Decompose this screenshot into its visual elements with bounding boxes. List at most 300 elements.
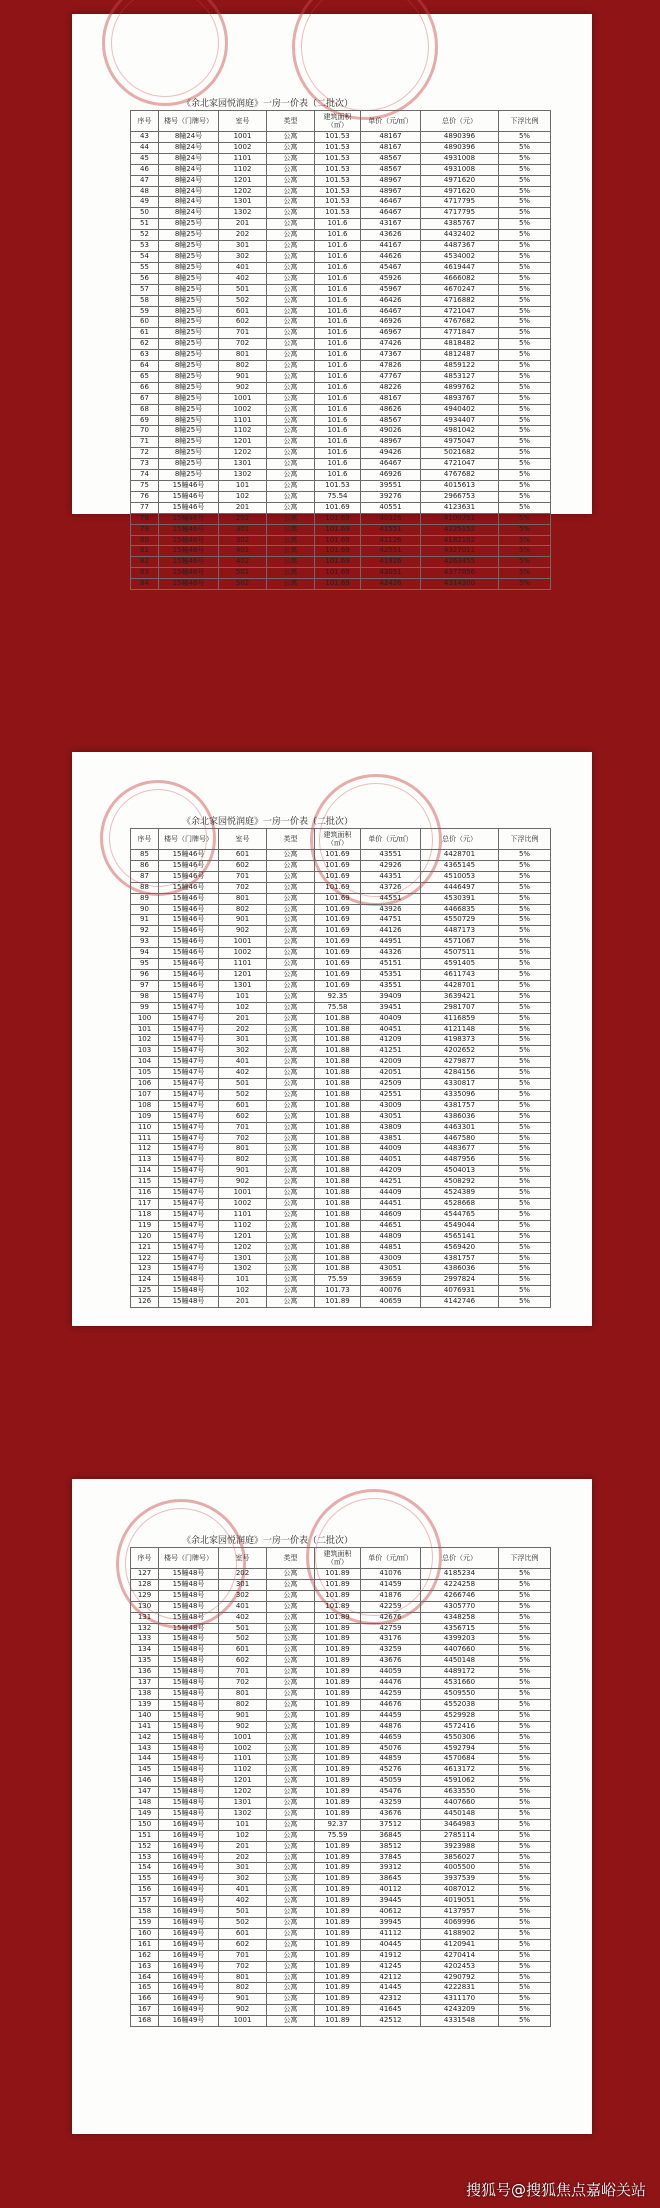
cell-room: 701 bbox=[219, 328, 267, 339]
cell-type: 公寓 bbox=[267, 1100, 315, 1111]
cell-total-price: 4202652 bbox=[421, 1046, 499, 1057]
cell-room: 402 bbox=[219, 1896, 267, 1907]
cell-total-price: 4182102 bbox=[421, 535, 499, 546]
cell-type: 公寓 bbox=[267, 404, 315, 415]
cell-building: 8幢25号 bbox=[159, 262, 219, 273]
cell-seq: 58 bbox=[131, 295, 159, 306]
cell-discount: 5% bbox=[499, 882, 551, 893]
cell-discount: 5% bbox=[499, 1972, 551, 1983]
table-row bbox=[131, 1994, 551, 2005]
table-row bbox=[131, 1111, 551, 1122]
cell-unit-price: 40445 bbox=[361, 1939, 421, 1950]
table-row bbox=[131, 1188, 551, 1199]
cell-total-price: 4890396 bbox=[421, 142, 499, 153]
cell-seq: 51 bbox=[131, 219, 159, 230]
cell-building: 16幢49号 bbox=[159, 1928, 219, 1939]
header-total-price: 总价（元） bbox=[421, 1548, 499, 1569]
cell-seq: 82 bbox=[131, 557, 159, 568]
cell-seq: 157 bbox=[131, 1896, 159, 1907]
table-body bbox=[131, 132, 551, 590]
cell-discount: 5% bbox=[499, 1830, 551, 1841]
cell-room: 1001 bbox=[219, 1732, 267, 1743]
cell-type: 公寓 bbox=[267, 470, 315, 481]
cell-area: 101.6 bbox=[315, 317, 361, 328]
cell-seq: 97 bbox=[131, 980, 159, 991]
cell-type: 公寓 bbox=[267, 230, 315, 241]
cell-seq: 113 bbox=[131, 1155, 159, 1166]
cell-total-price: 4225152 bbox=[421, 524, 499, 535]
cell-room: 1201 bbox=[219, 437, 267, 448]
cell-area: 101.6 bbox=[315, 328, 361, 339]
cell-area: 101.69 bbox=[315, 915, 361, 926]
cell-type: 公寓 bbox=[267, 1046, 315, 1057]
cell-discount: 5% bbox=[499, 1699, 551, 1710]
cell-total-price: 4613172 bbox=[421, 1765, 499, 1776]
cell-discount: 5% bbox=[499, 1710, 551, 1721]
cell-area: 101.6 bbox=[315, 273, 361, 284]
table-body bbox=[131, 1569, 551, 2027]
table-row bbox=[131, 273, 551, 284]
cell-area: 101.53 bbox=[315, 153, 361, 164]
cell-building: 15幢48号 bbox=[159, 1297, 219, 1308]
cell-type: 公寓 bbox=[267, 1177, 315, 1188]
cell-total-price: 4463301 bbox=[421, 1122, 499, 1133]
cell-discount: 5% bbox=[499, 186, 551, 197]
cell-area: 101.88 bbox=[315, 1166, 361, 1177]
cell-type: 公寓 bbox=[267, 535, 315, 546]
cell-type: 公寓 bbox=[267, 860, 315, 871]
cell-unit-price: 47767 bbox=[361, 371, 421, 382]
cell-discount: 5% bbox=[499, 2016, 551, 2027]
cell-building: 15幢48号 bbox=[159, 1808, 219, 1819]
cell-total-price: 4399203 bbox=[421, 1634, 499, 1645]
table-row bbox=[131, 524, 551, 535]
cell-area: 101.89 bbox=[315, 1569, 361, 1580]
cell-discount: 5% bbox=[499, 1286, 551, 1297]
cell-unit-price: 44851 bbox=[361, 1242, 421, 1253]
table-row bbox=[131, 1656, 551, 1667]
cell-unit-price: 42926 bbox=[361, 860, 421, 871]
cell-building: 8幢25号 bbox=[159, 339, 219, 350]
cell-building: 16幢49号 bbox=[159, 2005, 219, 2016]
table-row bbox=[131, 404, 551, 415]
cell-seq: 43 bbox=[131, 132, 159, 143]
cell-discount: 5% bbox=[499, 991, 551, 1002]
cell-seq: 75 bbox=[131, 481, 159, 492]
cell-area: 101.53 bbox=[315, 208, 361, 219]
cell-type: 公寓 bbox=[267, 1754, 315, 1765]
cell-type: 公寓 bbox=[267, 153, 315, 164]
table-row bbox=[131, 850, 551, 861]
cell-room: 102 bbox=[219, 491, 267, 502]
cell-seq: 136 bbox=[131, 1667, 159, 1678]
table-row bbox=[131, 295, 551, 306]
cell-total-price: 4771847 bbox=[421, 328, 499, 339]
cell-total-price: 4528668 bbox=[421, 1199, 499, 1210]
table-row bbox=[131, 980, 551, 991]
cell-building: 15幢48号 bbox=[159, 1612, 219, 1623]
cell-room: 601 bbox=[219, 1100, 267, 1111]
cell-discount: 5% bbox=[499, 568, 551, 579]
cell-room: 902 bbox=[219, 926, 267, 937]
cell-unit-price: 44251 bbox=[361, 1177, 421, 1188]
cell-total-price: 4284156 bbox=[421, 1068, 499, 1079]
cell-room: 1002 bbox=[219, 404, 267, 415]
table-title: 《余北家园悦润庭》一房一价表（二批次） bbox=[182, 99, 354, 109]
cell-total-price: 4327011 bbox=[421, 546, 499, 557]
cell-building: 15幢48号 bbox=[159, 1710, 219, 1721]
cell-building: 15幢48号 bbox=[159, 1721, 219, 1732]
cell-total-price: 3937539 bbox=[421, 1874, 499, 1885]
cell-area: 101.6 bbox=[315, 295, 361, 306]
cell-building: 8幢25号 bbox=[159, 230, 219, 241]
table-row bbox=[131, 1046, 551, 1057]
cell-total-price: 4611743 bbox=[421, 969, 499, 980]
cell-discount: 5% bbox=[499, 361, 551, 372]
cell-total-price: 4504013 bbox=[421, 1166, 499, 1177]
table-row bbox=[131, 1122, 551, 1133]
cell-area: 101.89 bbox=[315, 1787, 361, 1798]
cell-area: 101.89 bbox=[315, 1754, 361, 1765]
cell-total-price: 4123631 bbox=[421, 502, 499, 513]
cell-building: 15幢48号 bbox=[159, 1798, 219, 1809]
cell-discount: 5% bbox=[499, 1939, 551, 1950]
cell-total-price: 4509550 bbox=[421, 1688, 499, 1699]
cell-unit-price: 44626 bbox=[361, 251, 421, 262]
cell-area: 101.6 bbox=[315, 230, 361, 241]
cell-seq: 101 bbox=[131, 1024, 159, 1035]
cell-unit-price: 45967 bbox=[361, 284, 421, 295]
cell-discount: 5% bbox=[499, 219, 551, 230]
cell-unit-price: 46467 bbox=[361, 208, 421, 219]
cell-unit-price: 42426 bbox=[361, 579, 421, 590]
cell-building: 15幢48号 bbox=[159, 1743, 219, 1754]
cell-seq: 119 bbox=[131, 1220, 159, 1231]
cell-total-price: 4619447 bbox=[421, 262, 499, 273]
cell-room: 602 bbox=[219, 1656, 267, 1667]
table-row bbox=[131, 328, 551, 339]
cell-room: 701 bbox=[219, 871, 267, 882]
cell-type: 公寓 bbox=[267, 1918, 315, 1929]
cell-total-price: 4198373 bbox=[421, 1035, 499, 1046]
cell-type: 公寓 bbox=[267, 1286, 315, 1297]
cell-discount: 5% bbox=[499, 1264, 551, 1275]
cell-building: 8幢25号 bbox=[159, 295, 219, 306]
cell-building: 15幢48号 bbox=[159, 1656, 219, 1667]
cell-building: 8幢24号 bbox=[159, 197, 219, 208]
cell-unit-price: 49026 bbox=[361, 426, 421, 437]
cell-total-price: 4971620 bbox=[421, 175, 499, 186]
cell-area: 101.88 bbox=[315, 1242, 361, 1253]
cell-unit-price: 46967 bbox=[361, 328, 421, 339]
cell-discount: 5% bbox=[499, 382, 551, 393]
cell-area: 101.53 bbox=[315, 197, 361, 208]
cell-total-price: 4450148 bbox=[421, 1808, 499, 1819]
table-row bbox=[131, 991, 551, 1002]
cell-area: 101.53 bbox=[315, 175, 361, 186]
cell-room: 1202 bbox=[219, 448, 267, 459]
cell-building: 15幢48号 bbox=[159, 1623, 219, 1634]
header-row bbox=[131, 111, 551, 132]
cell-discount: 5% bbox=[499, 175, 551, 186]
cell-total-price: 4330817 bbox=[421, 1079, 499, 1090]
cell-unit-price: 48626 bbox=[361, 404, 421, 415]
table-row bbox=[131, 1002, 551, 1013]
table-row bbox=[131, 1231, 551, 1242]
cell-total-price: 4971620 bbox=[421, 186, 499, 197]
cell-building: 15幢48号 bbox=[159, 1699, 219, 1710]
cell-building: 15幢47号 bbox=[159, 1209, 219, 1220]
cell-discount: 5% bbox=[499, 1111, 551, 1122]
cell-type: 公寓 bbox=[267, 1013, 315, 1024]
cell-discount: 5% bbox=[499, 1089, 551, 1100]
cell-area: 101.89 bbox=[315, 1688, 361, 1699]
cell-unit-price: 39276 bbox=[361, 491, 421, 502]
header-unit-price: 单价（元/㎡） bbox=[361, 111, 421, 132]
cell-building: 8幢25号 bbox=[159, 448, 219, 459]
cell-type: 公寓 bbox=[267, 1765, 315, 1776]
table-row bbox=[131, 871, 551, 882]
cell-type: 公寓 bbox=[267, 1841, 315, 1852]
cell-area: 101.69 bbox=[315, 535, 361, 546]
cell-seq: 81 bbox=[131, 546, 159, 557]
cell-unit-price: 41445 bbox=[361, 1983, 421, 1994]
cell-building: 15幢48号 bbox=[159, 1765, 219, 1776]
table-row bbox=[131, 1590, 551, 1601]
cell-building: 16幢49号 bbox=[159, 1972, 219, 1983]
cell-building: 15幢47号 bbox=[159, 1177, 219, 1188]
cell-type: 公寓 bbox=[267, 1155, 315, 1166]
cell-discount: 5% bbox=[499, 1046, 551, 1057]
cell-type: 公寓 bbox=[267, 219, 315, 230]
cell-building: 15幢46号 bbox=[159, 557, 219, 568]
cell-area: 101.89 bbox=[315, 1623, 361, 1634]
cell-discount: 5% bbox=[499, 1155, 551, 1166]
cell-room: 301 bbox=[219, 524, 267, 535]
cell-seq: 92 bbox=[131, 926, 159, 937]
cell-area: 101.69 bbox=[315, 980, 361, 991]
cell-area: 101.89 bbox=[315, 1634, 361, 1645]
cell-room: 1301 bbox=[219, 980, 267, 991]
cell-discount: 5% bbox=[499, 481, 551, 492]
cell-seq: 68 bbox=[131, 404, 159, 415]
table-row bbox=[131, 1253, 551, 1264]
cell-unit-price: 39312 bbox=[361, 1863, 421, 1874]
cell-discount: 5% bbox=[499, 426, 551, 437]
cell-total-price: 4311170 bbox=[421, 1994, 499, 2005]
cell-discount: 5% bbox=[499, 1918, 551, 1929]
header-row bbox=[131, 1548, 551, 1569]
cell-unit-price: 46926 bbox=[361, 470, 421, 481]
cell-building: 15幢48号 bbox=[159, 1634, 219, 1645]
table-row bbox=[131, 1732, 551, 1743]
cell-total-price: 4290792 bbox=[421, 1972, 499, 1983]
header-unit-price: 单价（元/㎡） bbox=[361, 829, 421, 850]
cell-unit-price: 43851 bbox=[361, 1133, 421, 1144]
cell-discount: 5% bbox=[499, 1122, 551, 1133]
cell-unit-price: 42512 bbox=[361, 2016, 421, 2027]
cell-building: 15幢46号 bbox=[159, 904, 219, 915]
cell-seq: 167 bbox=[131, 2005, 159, 2016]
cell-discount: 5% bbox=[499, 437, 551, 448]
cell-seq: 161 bbox=[131, 1939, 159, 1950]
cell-area: 101.89 bbox=[315, 1841, 361, 1852]
cell-area: 101.89 bbox=[315, 1939, 361, 1950]
cell-type: 公寓 bbox=[267, 1002, 315, 1013]
cell-building: 15幢48号 bbox=[159, 1590, 219, 1601]
cell-discount: 5% bbox=[499, 1590, 551, 1601]
cell-discount: 5% bbox=[499, 197, 551, 208]
table-row bbox=[131, 1667, 551, 1678]
cell-discount: 5% bbox=[499, 350, 551, 361]
cell-total-price: 4569420 bbox=[421, 1242, 499, 1253]
cell-discount: 5% bbox=[499, 339, 551, 350]
table-row bbox=[131, 437, 551, 448]
cell-room: 1102 bbox=[219, 164, 267, 175]
cell-building: 8幢25号 bbox=[159, 317, 219, 328]
cell-seq: 104 bbox=[131, 1057, 159, 1068]
cell-total-price: 4529928 bbox=[421, 1710, 499, 1721]
cell-total-price: 4767682 bbox=[421, 470, 499, 481]
cell-total-price: 4428701 bbox=[421, 980, 499, 991]
cell-room: 401 bbox=[219, 1601, 267, 1612]
cell-area: 101.53 bbox=[315, 481, 361, 492]
cell-unit-price: 42759 bbox=[361, 1623, 421, 1634]
cell-building: 16幢49号 bbox=[159, 1874, 219, 1885]
cell-building: 15幢46号 bbox=[159, 893, 219, 904]
cell-seq: 44 bbox=[131, 142, 159, 153]
cell-type: 公寓 bbox=[267, 882, 315, 893]
cell-type: 公寓 bbox=[267, 306, 315, 317]
cell-type: 公寓 bbox=[267, 524, 315, 535]
table-row bbox=[131, 1918, 551, 1929]
cell-unit-price: 40659 bbox=[361, 1297, 421, 1308]
cell-discount: 5% bbox=[499, 1177, 551, 1188]
header-row bbox=[131, 829, 551, 850]
cell-discount: 5% bbox=[499, 306, 551, 317]
table-row bbox=[131, 1634, 551, 1645]
cell-area: 101.6 bbox=[315, 382, 361, 393]
cell-area: 101.6 bbox=[315, 361, 361, 372]
cell-area: 101.89 bbox=[315, 1961, 361, 1972]
table-row bbox=[131, 1275, 551, 1286]
cell-seq: 85 bbox=[131, 850, 159, 861]
cell-seq: 150 bbox=[131, 1819, 159, 1830]
cell-type: 公寓 bbox=[267, 568, 315, 579]
cell-unit-price: 44409 bbox=[361, 1188, 421, 1199]
cell-room: 201 bbox=[219, 502, 267, 513]
cell-building: 8幢24号 bbox=[159, 142, 219, 153]
cell-unit-price: 43676 bbox=[361, 1656, 421, 1667]
cell-area: 101.69 bbox=[315, 513, 361, 524]
cell-unit-price: 44659 bbox=[361, 1732, 421, 1743]
cell-discount: 5% bbox=[499, 1242, 551, 1253]
cell-area: 101.6 bbox=[315, 415, 361, 426]
cell-type: 公寓 bbox=[267, 1275, 315, 1286]
cell-room: 801 bbox=[219, 350, 267, 361]
cell-seq: 111 bbox=[131, 1133, 159, 1144]
cell-unit-price: 46467 bbox=[361, 197, 421, 208]
cell-room: 1301 bbox=[219, 197, 267, 208]
cell-discount: 5% bbox=[499, 153, 551, 164]
cell-type: 公寓 bbox=[267, 502, 315, 513]
cell-seq: 47 bbox=[131, 175, 159, 186]
cell-room: 101 bbox=[219, 1819, 267, 1830]
cell-building: 15幢47号 bbox=[159, 1057, 219, 1068]
table-row bbox=[131, 948, 551, 959]
cell-room: 802 bbox=[219, 1983, 267, 1994]
cell-discount: 5% bbox=[499, 1079, 551, 1090]
table-row bbox=[131, 1144, 551, 1155]
cell-discount: 5% bbox=[499, 1688, 551, 1699]
cell-total-price: 3639421 bbox=[421, 991, 499, 1002]
cell-unit-price: 37512 bbox=[361, 1819, 421, 1830]
cell-discount: 5% bbox=[499, 871, 551, 882]
cell-room: 1002 bbox=[219, 1743, 267, 1754]
cell-seq: 96 bbox=[131, 969, 159, 980]
cell-seq: 130 bbox=[131, 1601, 159, 1612]
cell-type: 公寓 bbox=[267, 1634, 315, 1645]
header-area: 建筑面积（㎡） bbox=[315, 1548, 361, 1569]
table-row bbox=[131, 1013, 551, 1024]
cell-area: 101.88 bbox=[315, 1046, 361, 1057]
cell-building: 8幢25号 bbox=[159, 361, 219, 372]
cell-type: 公寓 bbox=[267, 262, 315, 273]
table-row bbox=[131, 153, 551, 164]
cell-type: 公寓 bbox=[267, 1830, 315, 1841]
cell-type: 公寓 bbox=[267, 1297, 315, 1308]
table-row bbox=[131, 426, 551, 437]
cell-room: 501 bbox=[219, 1079, 267, 1090]
cell-unit-price: 43809 bbox=[361, 1122, 421, 1133]
cell-total-price: 4142746 bbox=[421, 1297, 499, 1308]
document-page-3 bbox=[72, 1479, 592, 2134]
cell-room: 702 bbox=[219, 1133, 267, 1144]
header-room: 室号 bbox=[219, 111, 267, 132]
cell-total-price: 4510053 bbox=[421, 871, 499, 882]
table-row bbox=[131, 1286, 551, 1297]
cell-building: 15幢47号 bbox=[159, 1024, 219, 1035]
table-row bbox=[131, 915, 551, 926]
cell-type: 公寓 bbox=[267, 850, 315, 861]
cell-building: 8幢24号 bbox=[159, 208, 219, 219]
cell-type: 公寓 bbox=[267, 1721, 315, 1732]
cell-discount: 5% bbox=[499, 948, 551, 959]
cell-seq: 91 bbox=[131, 915, 159, 926]
cell-area: 101.88 bbox=[315, 1188, 361, 1199]
table-row bbox=[131, 1885, 551, 1896]
cell-room: 1002 bbox=[219, 1199, 267, 1210]
cell-room: 502 bbox=[219, 1634, 267, 1645]
cell-type: 公寓 bbox=[267, 513, 315, 524]
cell-building: 15幢46号 bbox=[159, 915, 219, 926]
cell-total-price: 4005500 bbox=[421, 1863, 499, 1874]
cell-unit-price: 40326 bbox=[361, 513, 421, 524]
cell-building: 8幢25号 bbox=[159, 251, 219, 262]
cell-building: 8幢25号 bbox=[159, 393, 219, 404]
cell-seq: 49 bbox=[131, 197, 159, 208]
cell-area: 101.88 bbox=[315, 1253, 361, 1264]
cell-seq: 131 bbox=[131, 1612, 159, 1623]
cell-seq: 158 bbox=[131, 1907, 159, 1918]
cell-type: 公寓 bbox=[267, 1732, 315, 1743]
cell-seq: 73 bbox=[131, 459, 159, 470]
header-type: 类型 bbox=[267, 111, 315, 132]
cell-unit-price: 48167 bbox=[361, 132, 421, 143]
cell-discount: 5% bbox=[499, 251, 551, 262]
table-row bbox=[131, 969, 551, 980]
table-row bbox=[131, 1874, 551, 1885]
